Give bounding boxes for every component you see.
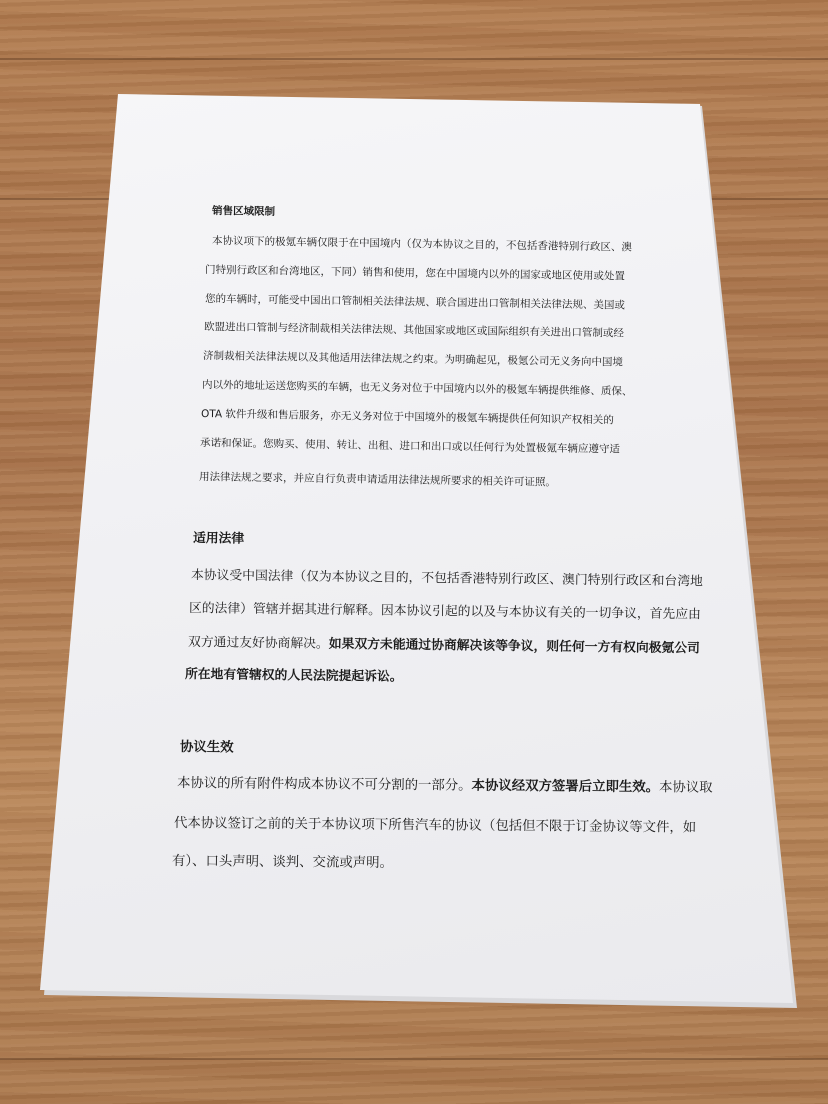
paragraph-text-bold: 如果双方未能通过协商解决该等争议，则任何一方有权向极氪公司	[328, 636, 700, 657]
paragraph-text: 本协议的所有附件构成本协议不可分割的一部分。	[176, 776, 472, 794]
paragraph-line-mixed	[177, 777, 713, 795]
paragraph-text: 双方通过友好协商解决。	[187, 635, 329, 652]
paragraph-line: 代本协议签订之前的关于本协议项下所售汽车的协议（包括但不限于订金协议等文件，如	[173, 816, 697, 836]
paragraph-line: 区的法律）管辖并据其进行解释。因本协议引起的以及与本协议有关的一切争议，首先应由	[188, 601, 701, 623]
paragraph-line: 济制裁相关法律法规以及其他适用法律法规之约束。为明确起见，极氪公司无义务向中国境	[202, 350, 624, 369]
paragraph-line: 本协议受中国法律（仅为本协议之目的，不包括香港特别行政区、澳门特别行政区和台湾地	[190, 568, 703, 590]
paragraph-line-bold: 所在地有管辖权的人民法院提起诉讼。	[184, 667, 403, 685]
paragraph-line: 门特别行政区和台湾地区，下同）销售和使用，您在中国境内以外的国家或地区使用或处置	[204, 264, 626, 283]
paragraph-line: OTA 软件升级和售后服务，亦无义务对位于中国境外的极氪车辆提供任何知识产权相关的	[200, 408, 614, 427]
paragraph-line: 内以外的地址运送您购买的车辆，也无义务对位于中国境内以外的极氪车辆提供维修、质保、	[201, 379, 633, 398]
section-heading-governing-law: 适用法律	[192, 531, 245, 547]
paragraph-line: 有）、口头声明、谈判、交流或声明。	[171, 854, 394, 871]
section-heading-sales-region: 销售区域限制	[211, 205, 276, 218]
paragraph-line: 承诺和保证。您购买、使用、转让、出租、进口和出口或以任何行为处置极氪车辆应遵守适	[199, 437, 621, 456]
paragraph-line: 本协议项下的极氪车辆仅限于在中国境内（仅为本协议之目的，不包括香港特别行政区、澳	[211, 235, 633, 254]
paragraph-line: 欧盟进出口管制与经济制裁相关法律法规、其他国家或地区或国际组织有关进出口管制或经	[203, 321, 625, 340]
paragraph-text: 本协议取	[658, 780, 713, 796]
paragraph-line: 您的车辆时，可能受中国出口管制相关法律法规、联合国进出口管制相关法律法规、美国或	[204, 293, 626, 312]
paragraph-text-bold: 本协议经双方签署后立即生效。	[471, 778, 660, 796]
paragraph-line-mixed	[188, 637, 700, 656]
section-heading-effectiveness: 协议生效	[179, 740, 234, 756]
paragraph-line: 用法律法规之要求，并应自行负责申请适用法律法规所要求的相关许可证照。	[198, 471, 557, 489]
